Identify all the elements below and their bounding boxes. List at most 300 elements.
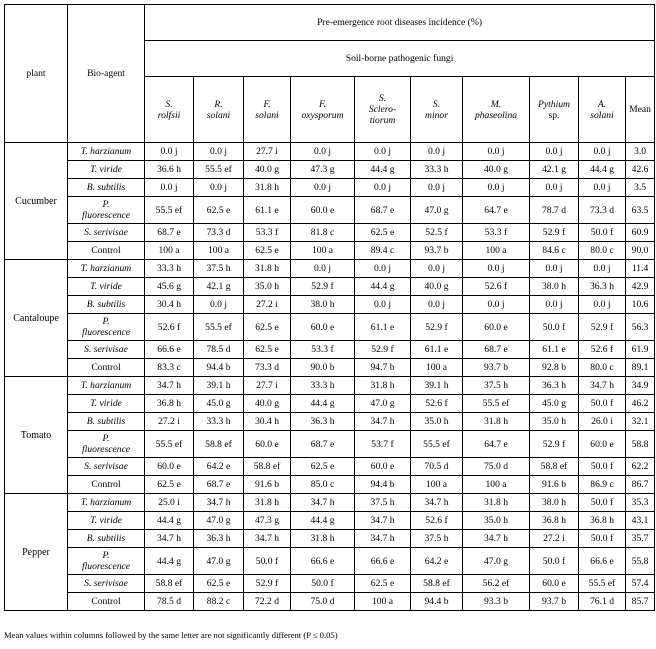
value-cell: 0.0 j — [411, 260, 463, 278]
value-cell: 80.0 c — [579, 359, 626, 377]
mean-cell: 11.4 — [626, 260, 655, 278]
value-cell: 34.7 h — [244, 530, 291, 548]
table-row — [5, 575, 655, 593]
value-cell: 31.8 h — [244, 494, 291, 512]
value-cell: 60.0 e — [145, 458, 194, 476]
value-cell: 40.0 g — [411, 278, 463, 296]
column-header-part: solani — [590, 109, 614, 121]
value-cell: 47.3 g — [291, 161, 355, 179]
value-cell: 78.7 d — [530, 197, 579, 224]
value-cell: 64.2 e — [194, 458, 244, 476]
column-header-part: R. — [214, 98, 223, 110]
column-header — [463, 77, 530, 143]
value-cell: 52.9 f — [244, 575, 291, 593]
value-cell: 52.9 f — [355, 341, 411, 359]
value-cell: 31.8 h — [291, 530, 355, 548]
bioagent-name-part: Control — [91, 479, 121, 490]
value-cell: 86.9 c — [579, 476, 626, 494]
mean-cell: 10.6 — [626, 296, 655, 314]
value-cell: 0.0 j — [355, 260, 411, 278]
value-cell: 68.7 e — [145, 224, 194, 242]
value-cell: 85.0 c — [291, 476, 355, 494]
value-cell: 81.8 c — [291, 224, 355, 242]
table-row — [5, 314, 655, 341]
value-cell: 62.5 e — [355, 575, 411, 593]
value-cell: 55.5 ef — [145, 431, 194, 458]
value-cell: 55.5 ef — [463, 395, 530, 413]
mean-cell: 42.9 — [626, 278, 655, 296]
bioagent-cell — [68, 476, 145, 494]
mean-cell: 90.0 — [626, 242, 655, 260]
value-cell: 36.3 h — [530, 377, 579, 395]
value-cell: 37.5 h — [355, 494, 411, 512]
table-row — [5, 413, 655, 431]
value-cell: 76.1 d — [579, 593, 626, 611]
value-cell: 42.1 g — [530, 161, 579, 179]
value-cell: 33.3 h — [411, 161, 463, 179]
table-row — [5, 242, 655, 260]
value-cell: 52.6 f — [463, 278, 530, 296]
value-cell: 30.4 h — [244, 413, 291, 431]
value-cell: 60.0 e — [530, 575, 579, 593]
bioagent-cell — [68, 143, 145, 161]
value-cell: 31.8 h — [244, 260, 291, 278]
value-cell: 60.0 e — [291, 197, 355, 224]
bioagent-cell — [68, 197, 145, 224]
value-cell: 100 a — [194, 242, 244, 260]
value-cell: 61.1 e — [244, 197, 291, 224]
value-cell: 0.0 j — [411, 179, 463, 197]
value-cell: 100 a — [355, 593, 411, 611]
table-row — [5, 458, 655, 476]
value-cell: 64.2 e — [411, 548, 463, 575]
value-cell: 47.0 g — [463, 548, 530, 575]
mean-cell: 63.5 — [626, 197, 655, 224]
value-cell: 66.6 e — [355, 548, 411, 575]
mean-cell: 58.8 — [626, 431, 655, 458]
value-cell: 39.1 h — [411, 377, 463, 395]
column-header — [579, 77, 626, 143]
value-cell: 38.0 h — [530, 278, 579, 296]
column-header-part: F. — [318, 98, 327, 110]
value-cell: 53.3 f — [291, 341, 355, 359]
value-cell: 55.5 ef — [194, 161, 244, 179]
bioagent-name-part: Control — [91, 596, 121, 607]
value-cell: 45.0 g — [194, 395, 244, 413]
value-cell: 52.6 f — [411, 512, 463, 530]
bioagent-name-part: fluorescence — [81, 561, 131, 572]
column-header — [626, 77, 655, 143]
bioagent-cell — [68, 494, 145, 512]
value-cell: 53.3 f — [463, 224, 530, 242]
value-cell: 53.7 f — [355, 431, 411, 458]
value-cell: 73.3 d — [244, 359, 291, 377]
value-cell: 50.0 f — [530, 314, 579, 341]
value-cell: 0.0 j — [579, 296, 626, 314]
table-row — [5, 296, 655, 314]
value-cell: 50.0 f — [244, 548, 291, 575]
incidence-header: Pre-emergence root diseases incidence (%) — [145, 5, 655, 41]
column-header-part: solani — [255, 109, 279, 121]
value-cell: 0.0 j — [145, 143, 194, 161]
table-row — [5, 278, 655, 296]
table-row — [5, 197, 655, 224]
bioagent-cell — [68, 224, 145, 242]
bioagent-cell — [68, 431, 145, 458]
value-cell: 84.6 c — [530, 242, 579, 260]
bioagent-header: Bio-agent — [68, 5, 145, 143]
bioagent-name-part: Control — [91, 362, 121, 373]
value-cell: 62.5 e — [194, 575, 244, 593]
value-cell: 52.9 f — [530, 431, 579, 458]
value-cell: 34.7 h — [355, 413, 411, 431]
value-cell: 55.5 ef — [579, 575, 626, 593]
value-cell: 66.6 e — [145, 341, 194, 359]
value-cell: 44.4 g — [355, 161, 411, 179]
bioagent-name-part: T. harzianum — [80, 380, 132, 391]
value-cell: 36.8 h — [579, 512, 626, 530]
bioagent-cell — [68, 242, 145, 260]
value-cell: 62.5 e — [145, 476, 194, 494]
column-header-part: rolfsii — [157, 109, 181, 121]
value-cell: 42.1 g — [194, 278, 244, 296]
value-cell: 0.0 j — [145, 179, 194, 197]
mean-cell: 85.7 — [626, 593, 655, 611]
value-cell: 60.0 e — [463, 314, 530, 341]
value-cell: 27.2 i — [530, 530, 579, 548]
mean-cell: 55.8 — [626, 548, 655, 575]
table-row — [5, 476, 655, 494]
table-body — [5, 143, 655, 611]
value-cell: 78.5 d — [145, 593, 194, 611]
value-cell: 100 a — [463, 476, 530, 494]
value-cell: 60.0 e — [244, 431, 291, 458]
value-cell: 60.0 e — [579, 431, 626, 458]
bioagent-cell — [68, 593, 145, 611]
value-cell: 36.6 h — [145, 161, 194, 179]
bioagent-cell — [68, 179, 145, 197]
value-cell: 55.5 ef — [194, 314, 244, 341]
value-cell: 73.3 d — [579, 197, 626, 224]
value-cell: 100 a — [411, 476, 463, 494]
bioagent-cell — [68, 548, 145, 575]
column-header — [145, 77, 194, 143]
bioagent-name-part: P. — [102, 199, 110, 210]
value-cell: 0.0 j — [291, 179, 355, 197]
value-cell: 47.0 g — [355, 395, 411, 413]
value-cell: 40.0 g — [463, 161, 530, 179]
bioagent-name-part: T. viride — [90, 515, 122, 526]
value-cell: 62.5 e — [291, 458, 355, 476]
column-header-part: S. — [432, 98, 441, 110]
value-cell: 0.0 j — [530, 296, 579, 314]
value-cell: 58.8 ef — [145, 575, 194, 593]
bioagent-cell — [68, 413, 145, 431]
value-cell: 40.0 g — [244, 161, 291, 179]
bioagent-cell — [68, 296, 145, 314]
value-cell: 35.0 h — [463, 512, 530, 530]
value-cell: 34.7 h — [411, 494, 463, 512]
table-row — [5, 143, 655, 161]
value-cell: 100 a — [411, 359, 463, 377]
value-cell: 68.7 e — [194, 476, 244, 494]
column-header-part: F. — [263, 98, 271, 110]
value-cell: 44.4 g — [579, 161, 626, 179]
value-cell: 62.5 e — [244, 341, 291, 359]
bioagent-cell — [68, 260, 145, 278]
value-cell: 93.7 b — [463, 359, 530, 377]
value-cell: 90.0 b — [291, 359, 355, 377]
value-cell: 36.8 h — [530, 512, 579, 530]
mean-cell: 34.9 — [626, 377, 655, 395]
bioagent-name-part: T. harzianum — [80, 497, 132, 508]
results-table-container — [4, 4, 654, 611]
column-header-part: S. — [165, 98, 173, 110]
mean-cell: 42.6 — [626, 161, 655, 179]
column-header-part: sp. — [548, 109, 560, 121]
mean-cell: 61.9 — [626, 341, 655, 359]
table-header — [5, 5, 655, 143]
value-cell: 38.0 h — [530, 494, 579, 512]
value-cell: 55.5 ef — [411, 431, 463, 458]
value-cell: 83.3 c — [145, 359, 194, 377]
value-cell: 36.3 h — [194, 530, 244, 548]
value-cell: 0.0 j — [355, 296, 411, 314]
value-cell: 62.5 e — [244, 242, 291, 260]
value-cell: 27.7 i — [244, 377, 291, 395]
value-cell: 64.7 e — [463, 431, 530, 458]
value-cell: 0.0 j — [530, 260, 579, 278]
mean-cell: 89.1 — [626, 359, 655, 377]
value-cell: 26.0 i — [579, 413, 626, 431]
bioagent-cell — [68, 458, 145, 476]
bioagent-cell — [68, 395, 145, 413]
value-cell: 52.6 f — [411, 395, 463, 413]
value-cell: 58.8 ef — [530, 458, 579, 476]
table-row — [5, 377, 655, 395]
mean-cell: 46.2 — [626, 395, 655, 413]
value-cell: 44.4 g — [291, 512, 355, 530]
value-cell: 62.5 e — [355, 224, 411, 242]
value-cell: 34.7 h — [355, 512, 411, 530]
value-cell: 0.0 j — [355, 143, 411, 161]
column-header-part: minor — [425, 109, 448, 121]
value-cell: 0.0 j — [530, 143, 579, 161]
bioagent-name-part: fluorescence — [81, 444, 131, 455]
value-cell: 53.3 f — [244, 224, 291, 242]
value-cell: 0.0 j — [530, 179, 579, 197]
value-cell: 31.8 h — [355, 377, 411, 395]
bioagent-name-part: T. viride — [90, 398, 122, 409]
column-header — [530, 77, 579, 143]
column-header — [244, 77, 291, 143]
value-cell: 47.3 g — [244, 512, 291, 530]
value-cell: 44.4 g — [291, 395, 355, 413]
bioagent-cell — [68, 341, 145, 359]
value-cell: 93.7 b — [530, 593, 579, 611]
value-cell: 34.7 h — [145, 377, 194, 395]
value-cell: 93.7 b — [411, 242, 463, 260]
value-cell: 52.6 f — [579, 341, 626, 359]
bioagent-name-part: S. serivisae — [84, 578, 128, 589]
value-cell: 34.7 h — [194, 494, 244, 512]
column-header-part: Sclero- — [368, 104, 397, 115]
mean-cell: 62.2 — [626, 458, 655, 476]
table-row — [5, 548, 655, 575]
bioagent-name-part: fluorescence — [81, 210, 131, 221]
value-cell: 0.0 j — [463, 260, 530, 278]
value-cell: 78.5 d — [194, 341, 244, 359]
column-header — [355, 77, 411, 143]
value-cell: 73.3 d — [194, 224, 244, 242]
column-header — [194, 77, 244, 143]
value-cell: 88.2 c — [194, 593, 244, 611]
value-cell: 91.6 b — [244, 476, 291, 494]
value-cell: 50.0 f — [291, 575, 355, 593]
table-row — [5, 431, 655, 458]
value-cell: 36.3 h — [291, 413, 355, 431]
value-cell: 60.0 e — [355, 458, 411, 476]
bioagent-name-part: T. harzianum — [80, 263, 132, 274]
table-row — [5, 179, 655, 197]
value-cell: 100 a — [145, 242, 194, 260]
bioagent-name-part: P. — [102, 316, 110, 327]
bioagent-cell — [68, 359, 145, 377]
value-cell: 45.0 g — [530, 395, 579, 413]
value-cell: 0.0 j — [411, 143, 463, 161]
value-cell: 33.3 h — [194, 413, 244, 431]
value-cell: 35.0 h — [411, 413, 463, 431]
column-header-part: tiorum — [369, 115, 396, 126]
table-row — [5, 494, 655, 512]
value-cell: 72.2 d — [244, 593, 291, 611]
column-header-part: S. — [378, 93, 387, 104]
value-cell: 31.8 h — [244, 179, 291, 197]
bioagent-name-part: T. viride — [90, 281, 122, 292]
value-cell: 0.0 j — [411, 296, 463, 314]
table-row — [5, 341, 655, 359]
value-cell: 75.0 d — [291, 593, 355, 611]
column-header-part: M. — [490, 98, 502, 110]
value-cell: 52.5 f — [411, 224, 463, 242]
value-cell: 27.2 i — [244, 296, 291, 314]
value-cell: 44.4 g — [145, 512, 194, 530]
value-cell: 61.1 e — [355, 314, 411, 341]
bioagent-name-part: S. serivisae — [84, 227, 128, 238]
table-row — [5, 593, 655, 611]
value-cell: 92.8 b — [530, 359, 579, 377]
bioagent-cell — [68, 530, 145, 548]
bioagent-cell — [68, 575, 145, 593]
value-cell: 52.9 f — [579, 314, 626, 341]
value-cell: 94.4 b — [411, 593, 463, 611]
mean-cell: 35.7 — [626, 530, 655, 548]
value-cell: 0.0 j — [579, 143, 626, 161]
value-cell: 64.7 e — [463, 197, 530, 224]
value-cell: 47.0 g — [194, 548, 244, 575]
value-cell: 0.0 j — [579, 179, 626, 197]
value-cell: 0.0 j — [355, 179, 411, 197]
bioagent-name-part: B. subtilis — [86, 182, 126, 193]
value-cell: 0.0 j — [194, 143, 244, 161]
value-cell: 66.6 e — [291, 548, 355, 575]
bioagent-name-part: P. — [102, 433, 110, 444]
bioagent-name-part: B. subtilis — [86, 299, 126, 310]
value-cell: 35.0 h — [530, 413, 579, 431]
bioagent-cell — [68, 512, 145, 530]
value-cell: 89.4 c — [355, 242, 411, 260]
value-cell: 50.0 f — [579, 395, 626, 413]
value-cell: 34.7 h — [355, 530, 411, 548]
value-cell: 75.0 d — [463, 458, 530, 476]
bioagent-name-part: S. serivisae — [84, 344, 128, 355]
value-cell: 62.5 e — [244, 314, 291, 341]
table-row — [5, 530, 655, 548]
column-header — [411, 77, 463, 143]
value-cell: 58.8 ef — [194, 431, 244, 458]
bioagent-name-part: T. harzianum — [80, 146, 132, 157]
value-cell: 34.7 h — [145, 530, 194, 548]
bioagent-cell — [68, 377, 145, 395]
value-cell: 50.0 f — [579, 494, 626, 512]
mean-cell: 86.7 — [626, 476, 655, 494]
value-cell: 0.0 j — [463, 179, 530, 197]
value-cell: 0.0 j — [291, 260, 355, 278]
value-cell: 50.0 f — [579, 530, 626, 548]
value-cell: 0.0 j — [463, 296, 530, 314]
value-cell: 62.5 e — [194, 197, 244, 224]
value-cell: 37.5 h — [463, 377, 530, 395]
value-cell: 34.7 h — [579, 377, 626, 395]
value-cell: 35.0 h — [244, 278, 291, 296]
value-cell: 33.3 h — [291, 377, 355, 395]
bioagent-name-part: T. viride — [90, 164, 122, 175]
value-cell: 31.8 h — [463, 413, 530, 431]
value-cell: 40.0 g — [244, 395, 291, 413]
value-cell: 94.4 b — [194, 359, 244, 377]
column-header-part: Mean — [629, 104, 651, 115]
value-cell: 55.5 ef — [145, 197, 194, 224]
value-cell: 94.4 b — [355, 476, 411, 494]
mean-cell: 3.5 — [626, 179, 655, 197]
value-cell: 37.5 h — [194, 260, 244, 278]
value-cell: 52.9 f — [411, 314, 463, 341]
plant-header: plant — [5, 5, 68, 143]
value-cell: 61.1 e — [530, 341, 579, 359]
value-cell: 34.7 h — [291, 494, 355, 512]
plant-cell: Tomato — [5, 377, 68, 494]
value-cell: 50.0 f — [530, 548, 579, 575]
table-row — [5, 161, 655, 179]
table-row — [5, 260, 655, 278]
value-cell: 58.8 ef — [244, 458, 291, 476]
fungi-header: Soil-borne pathogenic fungi — [145, 41, 655, 77]
bioagent-cell — [68, 161, 145, 179]
value-cell: 70.5 d — [411, 458, 463, 476]
value-cell: 0.0 j — [194, 179, 244, 197]
value-cell: 36.3 h — [579, 278, 626, 296]
value-cell: 80.0 c — [579, 242, 626, 260]
value-cell: 27.2 i — [145, 413, 194, 431]
plant-cell: Cucumber — [5, 143, 68, 260]
value-cell: 68.7 e — [355, 197, 411, 224]
mean-cell: 32.1 — [626, 413, 655, 431]
value-cell: 100 a — [463, 242, 530, 260]
mean-cell: 35.3 — [626, 494, 655, 512]
bioagent-cell — [68, 278, 145, 296]
disease-incidence-table — [4, 4, 655, 611]
value-cell: 60.0 e — [291, 314, 355, 341]
